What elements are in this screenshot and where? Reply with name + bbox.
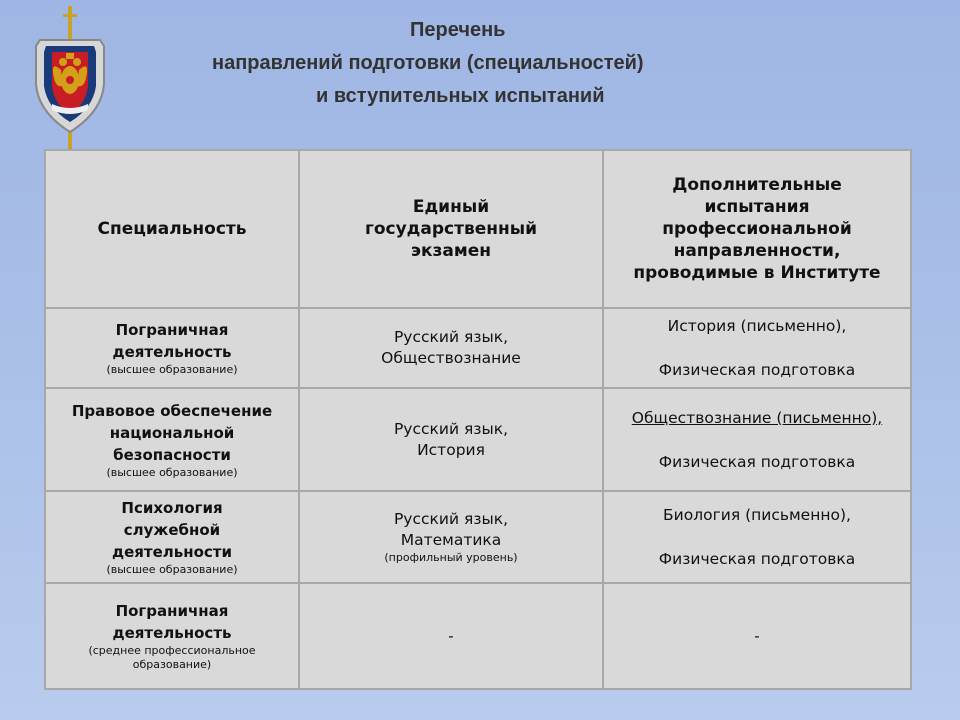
specialty-name: Психология служебной деятельности <box>111 499 233 561</box>
extra-exam-cell <box>603 308 911 388</box>
extra-exam-cell <box>603 388 911 491</box>
header-specialty: Специальность <box>45 150 299 308</box>
page-title <box>140 14 800 113</box>
specialty-name: Правовое обеспечение национальной безопасности <box>71 401 273 464</box>
extra-exam: История (письменно), <box>667 317 847 335</box>
table-row <box>45 308 911 388</box>
exam-subject: Русский язык, <box>393 328 509 346</box>
specialty-name: Пограничная деятельность <box>112 321 232 361</box>
exam-subject: Математика <box>400 531 502 549</box>
table-row <box>45 491 911 583</box>
extra-exam-cell <box>603 583 911 689</box>
exam-cell <box>299 583 603 689</box>
specialty-cell <box>45 583 299 689</box>
header-ege: Единый государственный экзамен <box>299 150 603 308</box>
exam-subject: - <box>448 627 454 645</box>
exam-subject: Обществознание <box>381 349 521 367</box>
specialty-cell <box>45 308 299 388</box>
extra-exam: Физическая подготовка <box>658 361 856 379</box>
fsb-emblem <box>30 4 110 150</box>
exam-cell <box>299 308 603 388</box>
exam-subject: Русский язык, <box>393 419 509 438</box>
exam-subject: Русский язык, <box>393 510 509 528</box>
exam-cell <box>299 388 603 491</box>
specialty-note: (высшее образование) <box>106 563 238 576</box>
specialty-note: (высшее образование) <box>106 363 238 376</box>
title-line-1: Перечень <box>410 19 506 41</box>
exam-cell <box>299 491 603 583</box>
extra-exam: - <box>754 627 760 645</box>
table-row <box>45 388 911 491</box>
specialty-cell <box>45 388 299 491</box>
title-line-3: и вступительных испытаний <box>316 85 605 107</box>
extra-exam-cell <box>603 491 911 583</box>
specialty-note: (среднее профессиональное образование) <box>88 644 256 671</box>
table-row <box>45 583 911 689</box>
exam-subject: История <box>417 440 485 459</box>
extra-exam: Биология (письменно), <box>663 506 851 524</box>
specialty-name: Пограничная деятельность <box>112 602 232 642</box>
extra-exam: Физическая подготовка <box>658 550 856 568</box>
title-line-2: направлений подготовки (специальностей) <box>212 52 644 74</box>
exam-note: (профильный уровень) <box>384 551 518 564</box>
header-row <box>45 150 911 308</box>
specialty-note: (высшее образование) <box>106 465 238 479</box>
extra-exam: Физическая подготовка <box>658 452 856 471</box>
specialty-cell <box>45 491 299 583</box>
header-extra-exams: Дополнительные испытания профессиональной направленности, проводимые в Институте <box>603 150 911 308</box>
specialties-table <box>44 149 912 690</box>
extra-exam-link[interactable]: Обществознание (письменно), <box>631 408 883 427</box>
